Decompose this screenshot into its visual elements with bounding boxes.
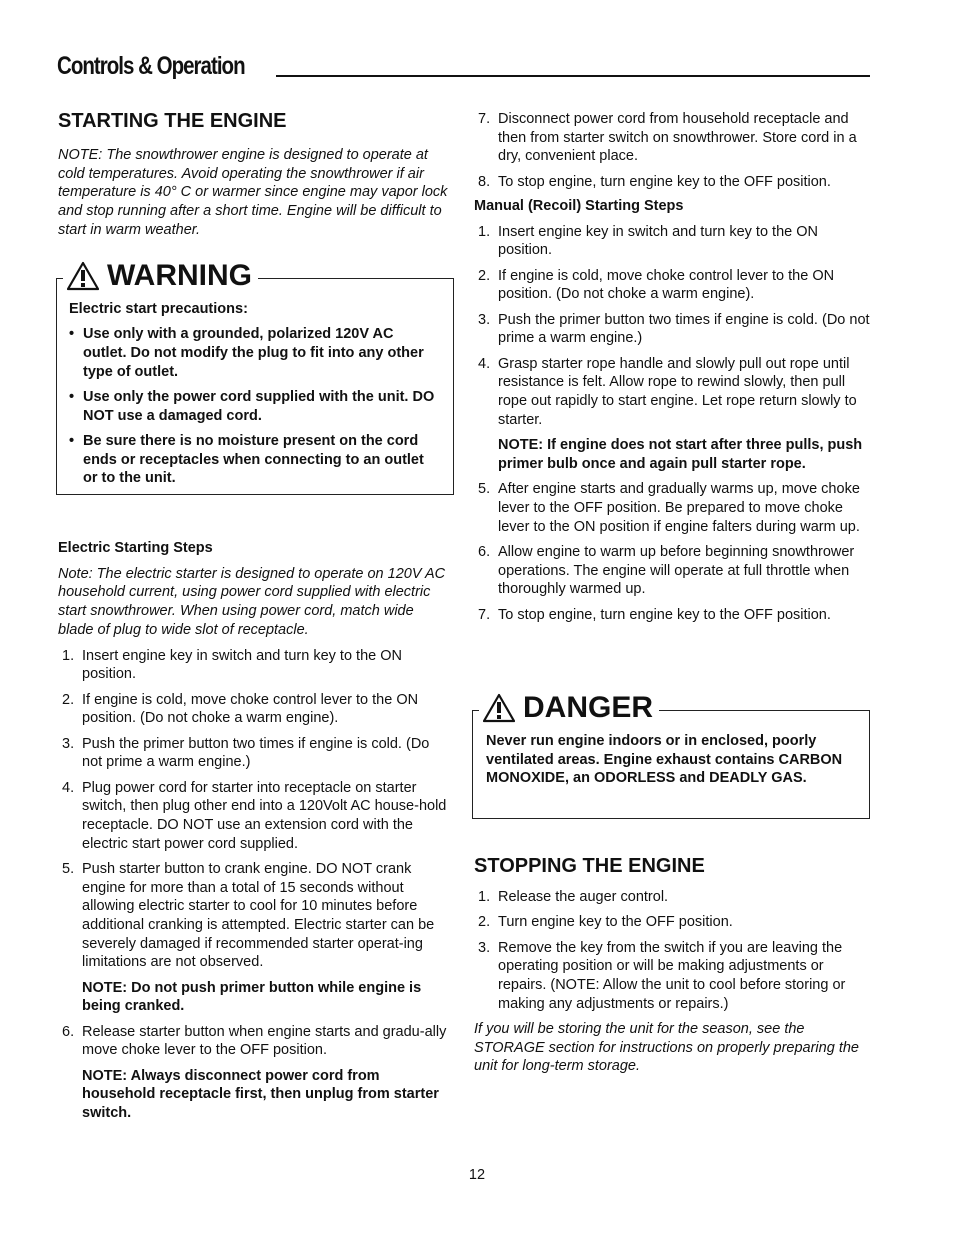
list-item: 8. To stop engine, turn engine key to the OFF position. [478, 173, 831, 190]
list-item: 6. Allow engine to warm up before beginning snowthrower operations. The engine will operate at full throttle when thoroughly warmed up. [478, 543, 855, 598]
step-note: NOTE: Do not push primer button while engine is being cranked. [82, 979, 422, 1015]
stopping-steps-list [474, 888, 870, 1013]
list-item: 7. To stop engine, turn engine key to the OFF position. [478, 606, 831, 623]
warning-title-text: WARNING [107, 259, 252, 292]
page-number: 12 [468, 1167, 486, 1183]
warning-title [63, 261, 258, 291]
warning-heading: Electric start precautions: [69, 301, 248, 317]
danger-title [479, 693, 659, 723]
section-heading-stopping: STOPPING THE ENGINE [474, 855, 705, 877]
list-item: 4. Grasp starter rope handle and slowly pull out rope until resistance is felt. Allow rope to rewind slowly, then pull rope out rapidly to start engine. Let rope return slowly to starter. NOTE: If engine does not start after three pulls, push primer bulb once and again pull starter rope. [474, 355, 870, 474]
header-rule [276, 75, 870, 77]
electric-steps-continued [474, 110, 870, 191]
list-item: 3. Push the primer button two times if engine is cold. (Do not prime a warm engine.) [478, 311, 870, 347]
warning-box [56, 259, 454, 495]
warning-bullet: • Be sure there is no moisture present on the cord ends or receptacles when connecting to an outlet or to the unit. [69, 433, 424, 487]
manual-steps-list [474, 223, 870, 625]
step-note: NOTE: If engine does not start after three pulls, push primer bulb once and again pull starter rope. [498, 437, 863, 472]
danger-box [472, 691, 870, 819]
electric-starting-heading: Electric Starting Steps [58, 540, 213, 556]
list-item: 5. Push starter button to crank engine. DO NOT crank engine for more than a total of 15 seconds without allowing electric starter to cool for 10 minutes before additional cranking is attempted. Electric starter can be severely damaged if recommended starter operat-ing limitations are not observed. NOTE: Do not push primer button while engine is being cranked. [58, 860, 452, 1016]
danger-title-text: DANGER [523, 691, 654, 724]
storage-note: If you will be storing the unit for the season, see the STORAGE section for instructions on properly preparing the unit for long-term storage. [474, 1021, 859, 1075]
electric-steps-list [58, 647, 452, 1123]
section-heading-starting: STARTING THE ENGINE [58, 110, 287, 132]
page-header-title: Controls & Operation [57, 52, 245, 80]
list-item: 6. Release starter button when engine starts and gradu-ally move choke lever to the OFF position. NOTE: Always disconnect power cord from household receptacle first, then unplug from starter switch. [58, 1023, 452, 1123]
warning-bullet: • Use only the power cord supplied with the unit. DO NOT use a damaged cord. [69, 389, 435, 424]
list-item: 1. Insert engine key in switch and turn key to the ON position. [62, 647, 402, 683]
step-note: NOTE: Always disconnect power cord from household receptacle first, then unplug from starter switch. [82, 1067, 439, 1122]
electric-starting-section [58, 539, 452, 1129]
warning-triangle-icon [483, 693, 515, 723]
list-item: 3. Remove the key from the switch if you are leaving the operating position or will be making adjustments or repairs. (NOTE: Allow the unit to cool before storing or making any adjustments or repairs.) [478, 939, 846, 1012]
list-item: 2. If engine is cold, move choke control lever to the ON position. (Do not choke a warm engine). [62, 691, 419, 727]
list-item: 1. Release the auger control. [478, 889, 669, 905]
starting-note: NOTE: The snowthrower engine is designed to operate at cold temperatures. Avoid operating the snowthrower if air temperature is 40° C or warmer since engine may vapor lock and stop running after a short time. Engine will be difficult to start in warm weather. [58, 147, 448, 238]
right-column [474, 110, 870, 631]
left-column [58, 110, 453, 240]
danger-text: Never run engine indoors or in enclosed, poorly ventilated areas. Engine exhaust contains CARBON MONOXIDE, an ODORLESS and DEADLY GAS. [486, 733, 843, 787]
warning-triangle-icon [67, 261, 99, 291]
electric-starting-note: Note: The electric starter is designed to operate on 120V AC household current, using power cord supplied with electric start snowthrower. When using power cord, match wide blade of plug to wide slot of receptacle. [58, 565, 446, 638]
stopping-section [474, 855, 870, 1076]
list-item: 5. After engine starts and gradually warms up, move choke lever to the OFF position. Be prepared to move choke lever to the ON position if engine falters during warm up. [478, 481, 860, 535]
list-item: 1. Insert engine key in switch and turn key to the ON position. [478, 223, 818, 259]
list-item: 3. Push the primer button two times if engine is cold. (Do not prime a warm engine.) [62, 735, 430, 771]
warning-bullet: • Use only with a grounded, polarized 120V AC outlet. Do not modify the plug to fit into any other type of outlet. [69, 326, 424, 380]
manual-starting-heading: Manual (Recoil) Starting Steps [474, 198, 684, 214]
list-item: 2. If engine is cold, move choke control lever to the ON position. (Do not choke a warm engine). [478, 267, 835, 303]
list-item: 7. Disconnect power cord from household receptacle and then from starter switch on snowthrower. Store cord in a dry, convenient place. [478, 111, 857, 165]
list-item: 2. Turn engine key to the OFF position. [478, 914, 733, 931]
list-item: 4. Plug power cord for starter into receptacle on starter switch, then plug other end into a 120Volt AC house-hold receptacle. DO NOT use an extension cord with the electric start power cord supplied. [62, 779, 447, 852]
